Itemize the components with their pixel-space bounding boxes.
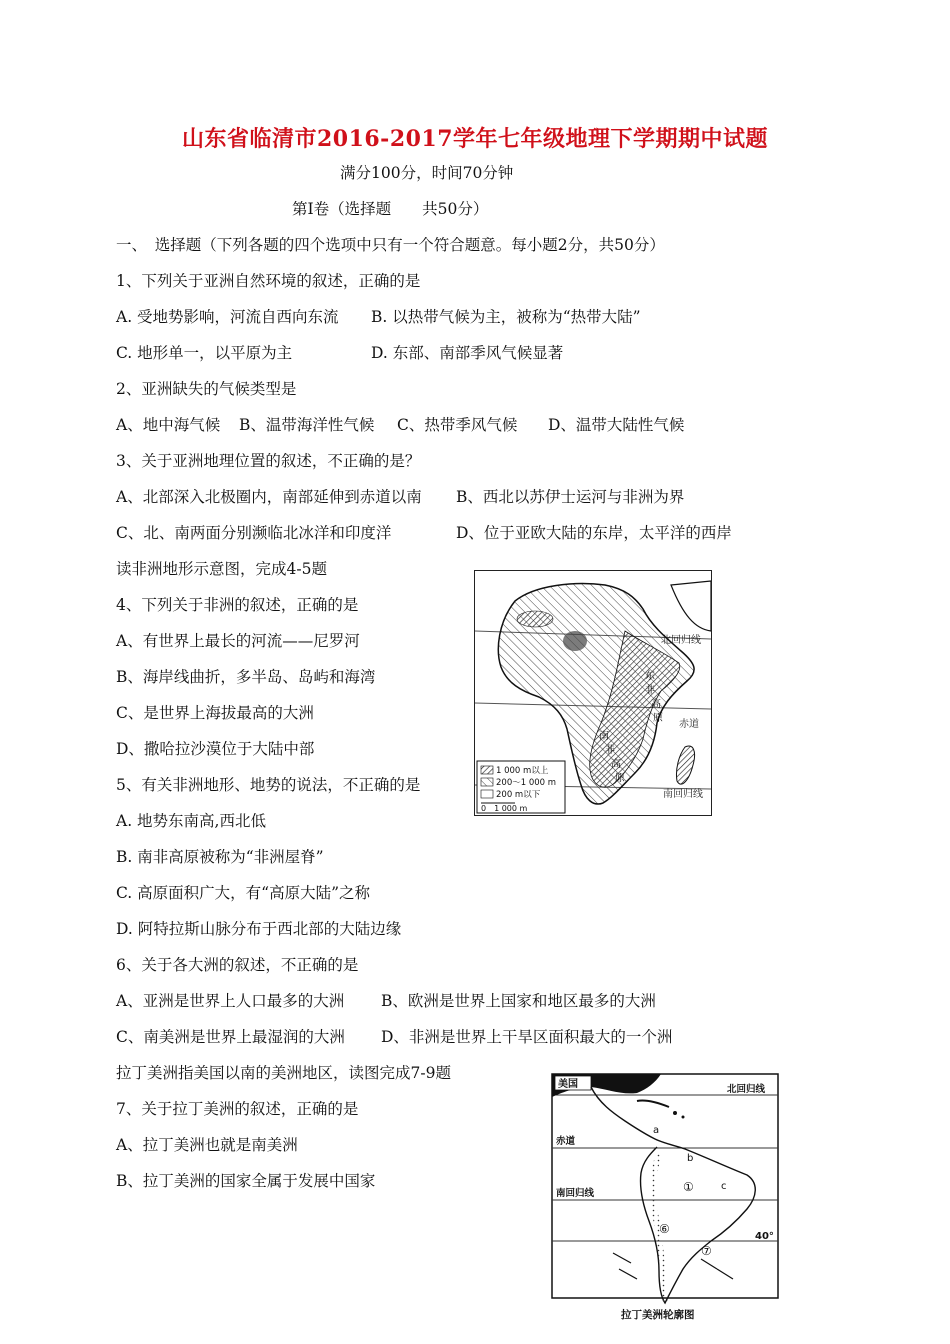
q3-option-c: C、北、南两面分别濒临北冰洋和印度洋: [116, 524, 392, 542]
q2-stem: 2、亚洲缺失的气候类型是: [116, 380, 297, 398]
q3-option-b: B、西北以苏伊士运河与非洲为界: [456, 488, 685, 506]
mark-c: c: [721, 1181, 727, 1192]
south-plateau-char-1: 南: [599, 731, 609, 742]
q3-option-a: A、北部深入北极圈内，南部延伸到赤道以南: [116, 488, 422, 506]
africa-tropic-north-label: 北回归线: [661, 635, 701, 646]
q6-option-b: B、欧洲是世界上国家和地区最多的大洲: [381, 992, 656, 1010]
east-plateau-char-1: 东: [645, 671, 655, 682]
q4-option-a: A、有世界上最长的河流——尼罗河: [116, 632, 360, 650]
atlas-mountains: [517, 611, 553, 627]
africa-equator-label: 赤道: [679, 719, 699, 730]
intro-4-5: 读非洲地形示意图，完成4-5题: [116, 560, 327, 578]
q1-option-a: A. 受地势影响，河流自西向东流: [116, 308, 339, 326]
q5-option-d: D. 阿特拉斯山脉分布于西北部的大陆边缘: [116, 920, 402, 938]
legend-high: 1 000 m以上: [496, 766, 549, 776]
q6-option-a: A、亚洲是世界上人口最多的大洲: [116, 992, 345, 1010]
mark-1: ①: [683, 1180, 694, 1194]
highland-patch: [563, 631, 587, 651]
q5-option-b: B. 南非高原被称为“非洲屋脊”: [116, 848, 324, 866]
q1-option-d: D. 东部、南部季风气候显著: [371, 344, 564, 362]
mark-b: b: [687, 1153, 694, 1164]
latin-equator-label: 赤道: [556, 1136, 576, 1147]
legend-low: 200 m以下: [496, 790, 541, 800]
legend-mid: 200～1 000 m: [496, 778, 557, 788]
q5-stem: 5、有关非洲地形、地势的说法，不正确的是: [116, 776, 421, 794]
east-plateau-char-2: 非: [645, 685, 655, 696]
mark-a: a: [653, 1125, 660, 1136]
q7-option-a: A、拉丁美洲也就是南美洲: [116, 1136, 298, 1154]
intro-7-9: 拉丁美洲指美国以南的美洲地区，读图完成7-9题: [116, 1064, 451, 1082]
legend-swatch-high: [481, 766, 493, 774]
legend-swatch-mid: [481, 778, 493, 786]
q4-option-c: C、是世界上海拔最高的大洲: [116, 704, 314, 722]
q3-option-d: D、位于亚欧大陆的东岸，太平洋的西岸: [456, 524, 732, 542]
latin-tropic-north-label: 北回归线: [727, 1084, 766, 1095]
section-heading: 一、 选择题（下列各题的四个选项中只有一个符合题意。每小题2分，共50分）: [116, 236, 665, 254]
south-plateau-char-3: 高: [611, 759, 621, 770]
q1-option-c: C. 地形单一，以平原为主: [116, 344, 293, 362]
latin-outline: [591, 1087, 755, 1303]
latin-tropic-south-label: 南回归线: [556, 1188, 595, 1199]
q7-option-b: B、拉丁美洲的国家全属于发展中国家: [116, 1172, 376, 1190]
mark-6: ⑥: [659, 1222, 670, 1236]
africa-terrain-map: [474, 570, 712, 816]
q1-option-b: B. 以热带气候为主，被称为“热带大陆”: [371, 308, 641, 326]
usa-label: 美国: [558, 1079, 578, 1090]
q2-option-c: C、热带季风气候: [397, 416, 518, 434]
q7-stem: 7、关于拉丁美洲的叙述，正确的是: [116, 1100, 359, 1118]
volume-heading: 第Ⅰ卷（选择题 共50分）: [292, 200, 489, 218]
exam-title: 山东省临清市2016-2017学年七年级地理下学期期中试题: [181, 126, 769, 152]
q5-option-c: C. 高原面积广大，有“高原大陆”之称: [116, 884, 371, 902]
latin-map-caption: 拉丁美洲轮廓图: [621, 1309, 695, 1321]
wind-arrows: [613, 1253, 733, 1279]
east-plateau-char-4: 原: [653, 713, 663, 724]
q4-stem: 4、下列关于非洲的叙述，正确的是: [116, 596, 359, 614]
q6-stem: 6、关于各大洲的叙述，不正确的是: [116, 956, 359, 974]
q2-option-d: D、温带大陆性气候: [548, 416, 685, 434]
mark-7: ⑦: [701, 1244, 712, 1258]
q1-stem: 1、下列关于亚洲自然环境的叙述，正确的是: [116, 272, 421, 290]
score-time: 满分100分，时间70分钟: [340, 164, 514, 182]
south-plateau-char-2: 非: [605, 745, 615, 756]
q2-option-a: A、地中海气候: [116, 416, 221, 434]
q6-option-d: D、非洲是世界上干旱区面积最大的一个洲: [381, 1028, 673, 1046]
arabia-outline: [671, 581, 711, 631]
latin-america-outline-map: [551, 1073, 779, 1325]
africa-map-svg: [475, 571, 711, 815]
east-plateau-char-3: 高: [651, 699, 661, 710]
south-plateau-char-4: 原: [615, 773, 625, 784]
africa-tropic-south-label: 南回归线: [663, 789, 703, 800]
q2-option-b: B、温带海洋性气候: [239, 416, 375, 434]
latin-map-svg: [551, 1073, 779, 1325]
q3-stem: 3、关于亚洲地理位置的叙述，不正确的是？: [116, 452, 421, 470]
q5-option-a: A. 地势东南高,西北低: [116, 812, 266, 830]
q6-option-c: C、南美洲是世界上最湿润的大洲: [116, 1028, 345, 1046]
q4-option-b: B、海岸线曲折，多半岛、岛屿和海湾: [116, 668, 376, 686]
q4-option-d: D、撒哈拉沙漠位于大陆中部: [116, 740, 315, 758]
lat40-label: 40°: [755, 1231, 774, 1242]
madagascar: [676, 746, 694, 784]
scale-label: 0 1 000 m: [481, 804, 528, 813]
legend-swatch-low: [481, 790, 493, 798]
